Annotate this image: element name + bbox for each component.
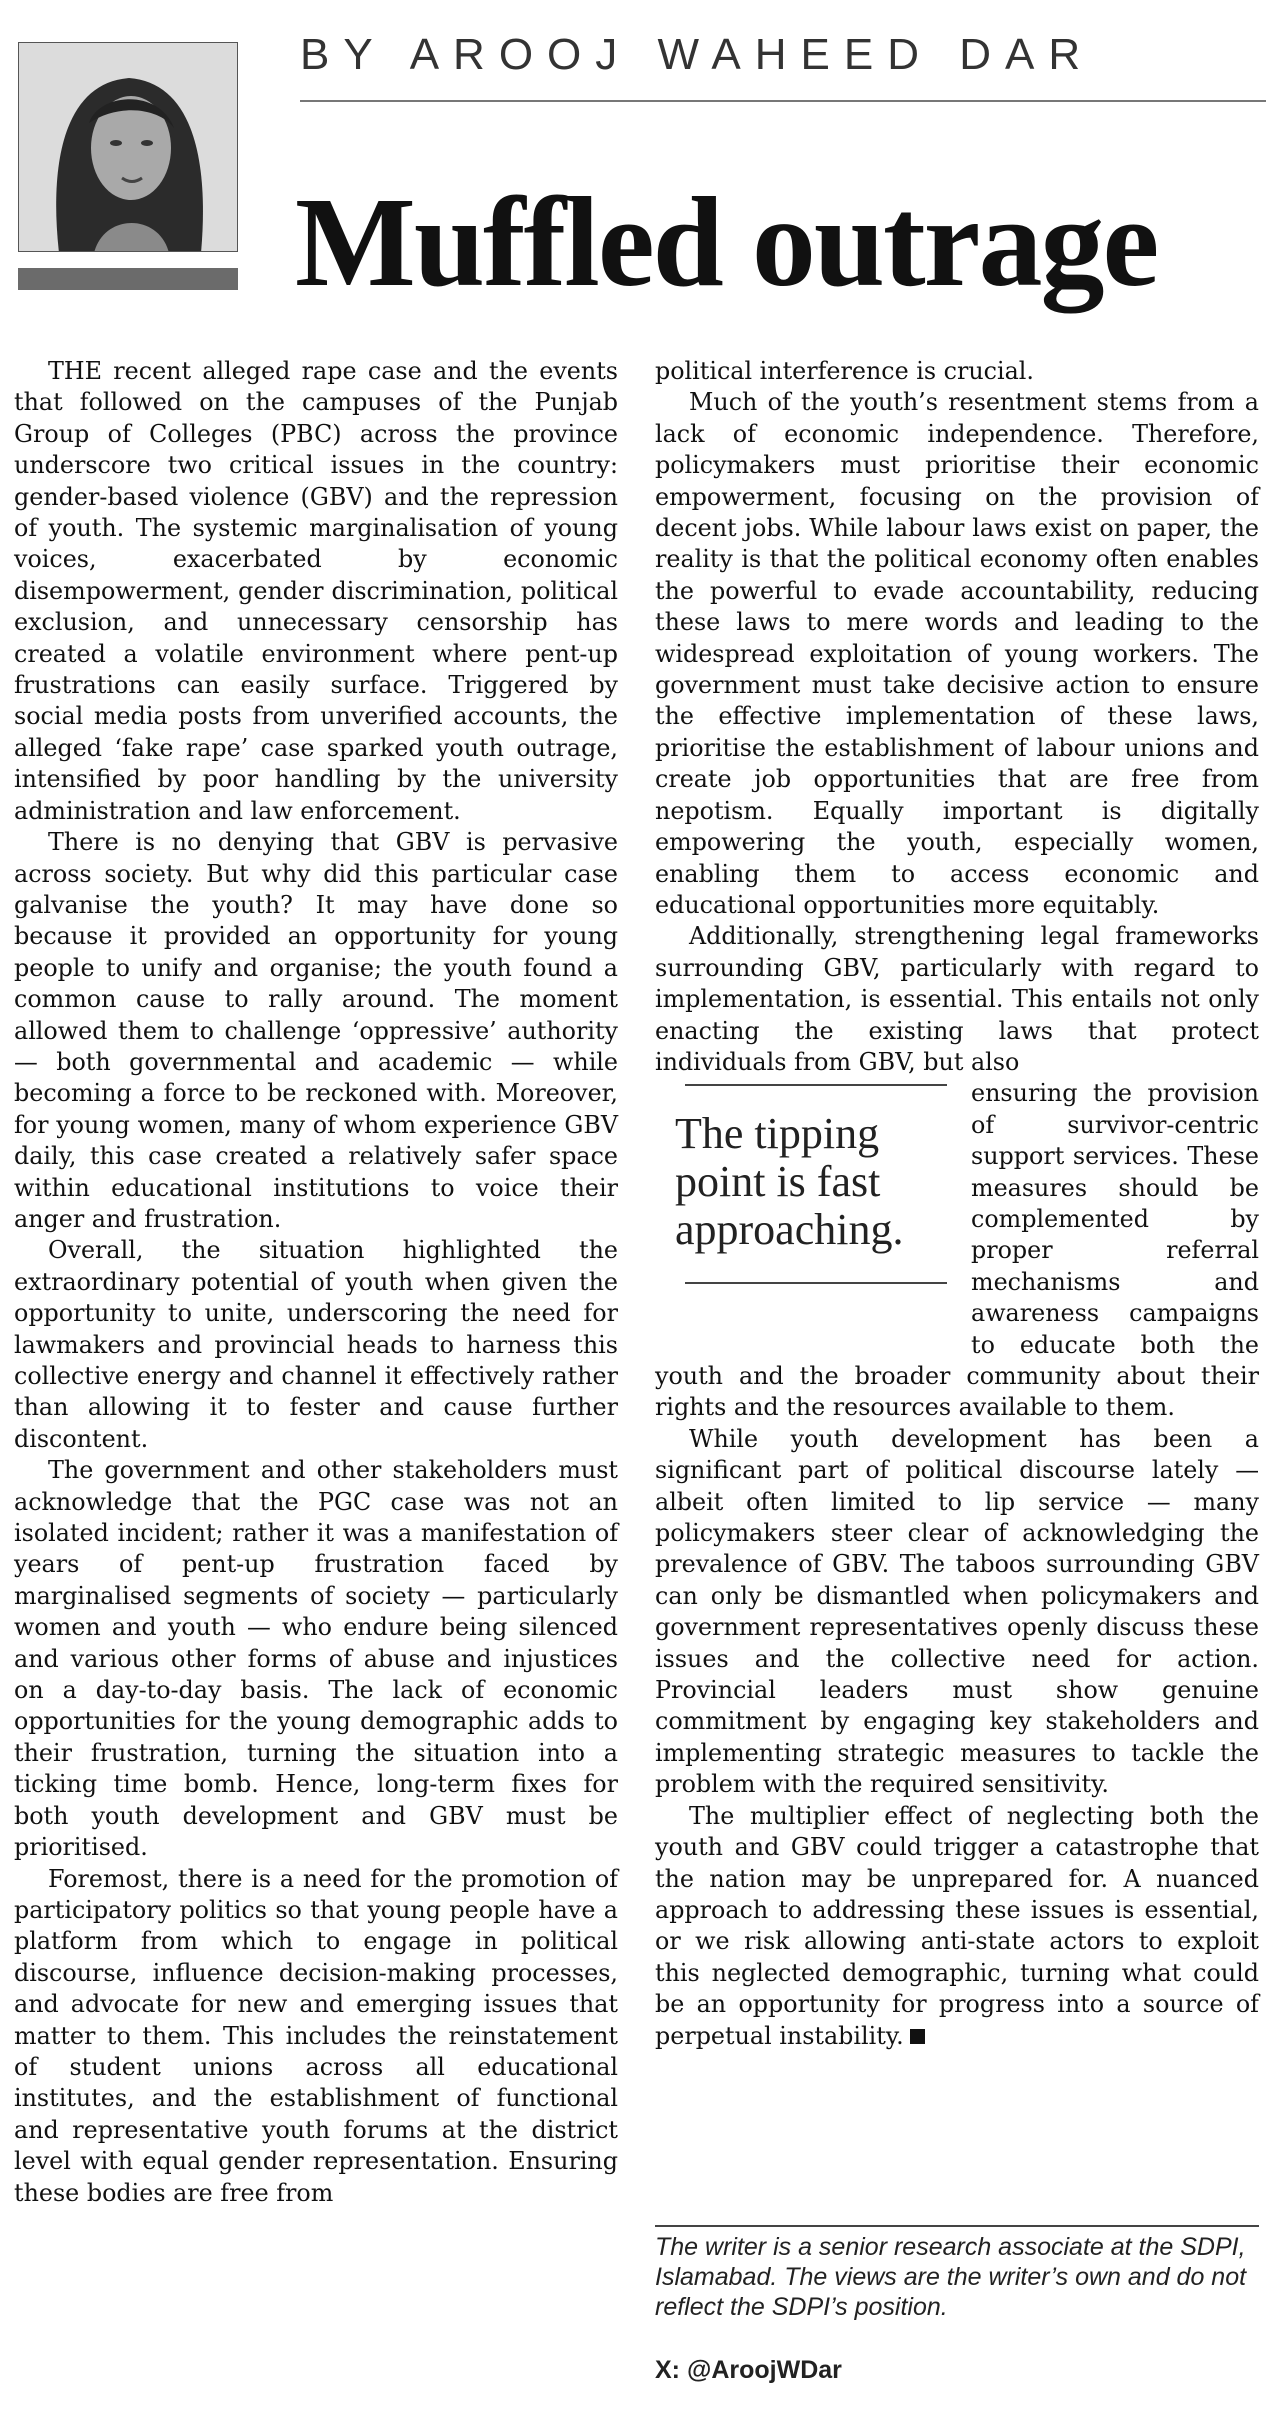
paragraph-text: The multiplier effect of neglecting both the youth and GBV could trigger a catastrophe that the nation may be unprepared for. A nuanced approach to addressing these issues is essential, or we risk allowing anti-state actors to exploit this neglected demographic, turning what could be an opportunity for progress into a source of perpetual instability. <box>655 1801 1259 2050</box>
paragraph: political interference is crucial. <box>655 357 1034 385</box>
author-note: The writer is a senior research associate at the SDPI, Islamabad. The views are the writer’s own and do not reflect the SDPI’s position. <box>655 2233 1247 2321</box>
paragraph: THE recent alleged rape case and the events that followed on the campuses of the Punjab Group of Colleges (PBC) across the province underscore two critical issues in the country: gender-based violence (GBV) and the repression of youth. The systemic marginalisation of young voices, exacerbated by economic disempowerment, gender discrimination, political exclusion, and unnecessary censorship has created a volatile environment where pent-up frustrations can easily surface. Triggered by social media posts from unverified accounts, the alleged ‘fake rape’ case sparked youth outrage, intensified by poor handling by the university administration and law enforcement. <box>14 357 618 825</box>
pull-quote-rule-bottom <box>685 1282 947 1284</box>
paragraph: Overall, the situation highlighted the extraordinary potential of youth when given the opportunity to unite, underscoring the need for lawmakers and provincial heads to harness this collective energy and channel it effectively rather than allowing it to fester and cause further discontent. <box>14 1236 618 1453</box>
paragraph: Additionally, strengthening legal frameworks surrounding GBV, particularly with regard to implementation, is essential. This entails not only enacting the existing laws that protect individuals from GBV, but also <box>655 922 1259 1076</box>
pull-quote-text: The tipping point is fast approaching. <box>675 1109 904 1255</box>
left-column <box>14 356 618 2209</box>
paragraph <box>655 1801 1259 2052</box>
portrait-bar <box>18 268 238 290</box>
right-column <box>655 356 1259 2052</box>
author-handle: X: @AroojWDar <box>655 2356 842 2384</box>
author-portrait <box>18 42 238 252</box>
headline: Muffled outrage <box>295 171 1158 313</box>
byline-rule <box>300 100 1266 102</box>
paragraph: Much of the youth’s resentment stems from a lack of economic independence. Therefore, policymakers must prioritise their economic empowerment, focusing on the provision of decent jobs. While labour laws exist on paper, the reality is that the political economy often enables the powerful to evade accountability, reducing these laws to mere words and leading to the widespread exploitation of young workers. The government must take decisive action to ensure the effective implementation of these laws, prioritise the establishment of labour unions and create job opportunities that are free from nepotism. Equally important is digitally empowering the youth, especially women, enabling them to access economic and educational opportunities more equitably. <box>655 388 1259 919</box>
byline: BY AROOJ WAHEED DAR <box>300 30 1095 79</box>
end-mark-icon <box>910 2029 925 2044</box>
paragraph: While youth development has been a significant part of political discourse lately — albeit often limited to lip service — many policymakers steer clear of acknowledging the prevalence of GBV. The taboos surrounding GBV can only be dismantled when policymakers and government representatives openly discuss these issues and the collective need for action. Provincial leaders must show genuine commitment by engaging key stakeholders and implementing strategic measures to tackle the problem with the required sensitivity. <box>655 1424 1259 1799</box>
footer-rule <box>655 2225 1259 2227</box>
paragraph: There is no denying that GBV is pervasive across society. But why did this particular case galvanise the youth? It may have done so because it provided an opportunity for young people to unify and organise; the youth found a common cause to rally around. The moment allowed them to challenge ‘oppressive’ authority — both governmental and academic — while becoming a force to be reckoned with. Moreover, for young women, many of whom experience GBV daily, this case created a relatively safer space within educational institutions to voice their anger and frustration. <box>14 828 618 1233</box>
paragraph: The government and other stakeholders must acknowledge that the PGC case was not an isolated incident; rather it was a manifestation of years of pent-up frustration faced by marginalised segments of society — particularly women and youth — who endure being silenced and various other forms of abuse and injustices on a day-to-day basis. The lack of economic opportunities for the young demographic adds to their frustration, turning the situation into a ticking time bomb. Hence, long-term fixes for both youth development and GBV must be prioritised. <box>14 1456 618 1862</box>
paragraph: Foremost, there is a need for the promotion of participatory politics so that young people have a platform from which to engage in political discourse, influence decision-making processes, and advocate for new and emerging issues that matter to them. This includes the reinstatement of student unions across all educational institutes, and the establishment of functional and representative youth forums at the district level with equal gender representation. Ensuring these bodies are free from <box>14 1864 618 2207</box>
paragraph: ensuring the provision of survivor-centric support services. These measures should be complemented by proper referral mechanisms and awareness campaigns to educate both the youth and the broader community about their rights and the resources available to them. <box>655 1079 1259 1422</box>
pull-quote <box>655 1084 959 1336</box>
